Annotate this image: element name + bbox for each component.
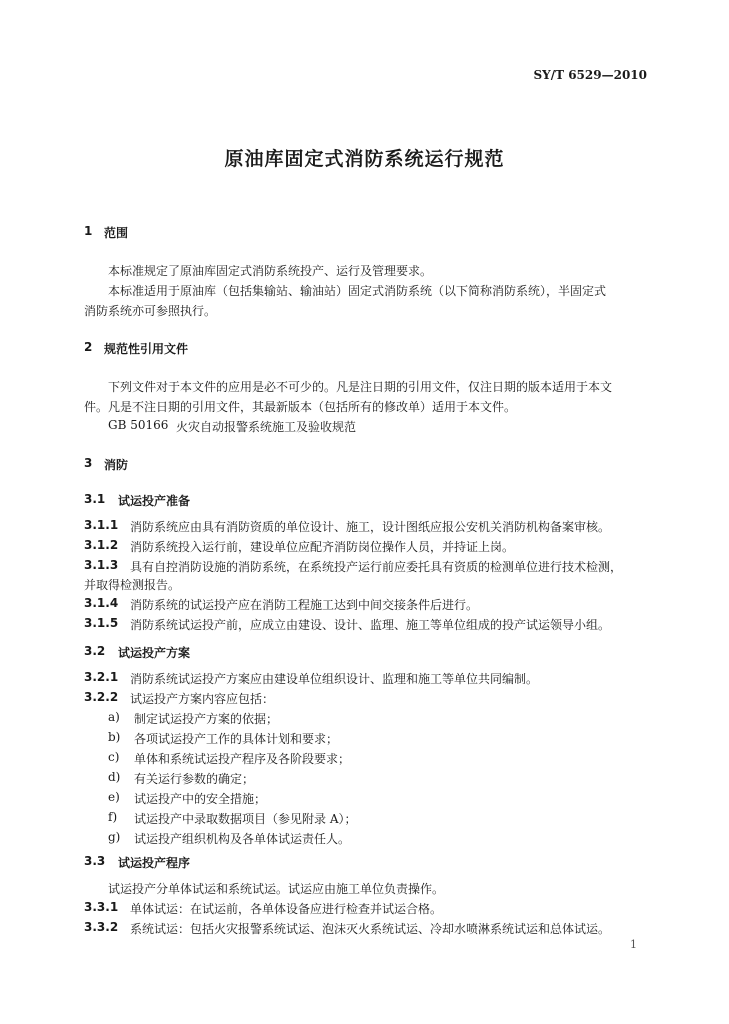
section-1-number: 1 — [84, 224, 93, 238]
clause-3-1-4-number: 3.1.4 — [84, 596, 119, 610]
section-3-number: 3 — [84, 456, 93, 470]
clause-3-3-1-number: 3.3.1 — [84, 900, 119, 914]
clause-3-1-3-line-1: 具有自控消防设施的消防系统，在系统投产运行前应委托具有资质的检测单位进行技术检测， — [130, 560, 623, 574]
list-item-marker: g) — [108, 830, 121, 844]
standard-number: SY/T 6529—2010 — [533, 68, 647, 82]
clause-3-3-2: 系统试运：包括火灾报警系统试运、泡沫灭火系统试运、冷却水喷淋系统试运和总体试运。 — [130, 922, 611, 936]
subsection-3-3-paragraph: 试运投产分单体试运和系统试运。试运应由施工单位负责操作。 — [108, 882, 445, 896]
clause-3-1-4: 消防系统的试运投产应在消防工程施工达到中间交接条件后进行。 — [130, 598, 479, 612]
clause-3-2-1-number: 3.2.1 — [84, 670, 119, 684]
section-1-paragraph-1: 本标准规定了原油库固定式消防系统投产、运行及管理要求。 — [108, 264, 433, 278]
clause-3-1-1-number: 3.1.1 — [84, 518, 119, 532]
list-item-marker: a) — [108, 710, 120, 724]
section-1-paragraph-2-line-1: 本标准适用于原油库（包括集输站、输油站）固定式消防系统（以下简称消防系统），半固定式 — [108, 284, 607, 298]
clause-3-2-1: 消防系统试运投产方案应由建设单位组织设计、监理和施工等单位共同编制。 — [130, 672, 539, 686]
section-1-paragraph-2-line-2: 消防系统亦可参照执行。 — [84, 304, 217, 318]
clause-3-1-2-number: 3.1.2 — [84, 538, 119, 552]
document-title: 原油库固定式消防系统运行规范 — [224, 148, 505, 170]
clause-3-1-3-number: 3.1.3 — [84, 558, 119, 572]
list-item: 单体和系统试运投产程序及各阶段要求； — [134, 752, 351, 766]
clause-3-1-5-number: 3.1.5 — [84, 616, 119, 630]
page-number: 1 — [630, 938, 637, 951]
list-item: 试运投产组织机构及各单体试运责任人。 — [134, 832, 351, 846]
subsection-3-3-number: 3.3 — [84, 854, 106, 868]
subsection-3-2-number: 3.2 — [84, 644, 106, 658]
subsection-3-1-heading: 试运投产准备 — [118, 494, 191, 508]
list-item-marker: e) — [108, 790, 120, 804]
clause-3-1-1: 消防系统应由具有消防资质的单位设计、施工，设计图纸应报公安机关消防机构备案审核。 — [130, 520, 611, 534]
clause-3-1-2: 消防系统投入运行前，建设单位应配齐消防岗位操作人员，并持证上岗。 — [130, 540, 515, 554]
list-item: 有关运行参数的确定； — [134, 772, 255, 786]
clause-3-2-2: 试运投产方案内容应包括： — [130, 692, 275, 706]
section-2-paragraph-line-2: 件。凡是不注日期的引用文件，其最新版本（包括所有的修改单）适用于本文件。 — [84, 400, 517, 414]
list-item-marker: b) — [108, 730, 121, 744]
list-item-marker: c) — [108, 750, 120, 764]
list-item-marker: f) — [108, 810, 118, 824]
list-item: 试运投产中录取数据项目（参见附录 A）； — [134, 812, 357, 826]
list-item: 各项试运投产工作的具体计划和要求； — [134, 732, 339, 746]
section-2-number: 2 — [84, 340, 93, 354]
list-item-marker: d) — [108, 770, 121, 784]
clause-3-3-1: 单体试运：在试运前，各单体设备应进行检查并试运合格。 — [130, 902, 443, 916]
section-3-heading: 消防 — [104, 458, 129, 472]
section-2-paragraph-line-1: 下列文件对于本文件的应用是必不可少的。凡是注日期的引用文件，仅注日期的版本适用于本文 — [108, 380, 613, 394]
section-2-heading: 规范性引用文件 — [104, 342, 189, 356]
section-1-heading: 范围 — [104, 226, 129, 240]
clause-3-3-2-number: 3.3.2 — [84, 920, 119, 934]
reference-code: GB 50166 — [108, 418, 169, 432]
list-item: 制定试运投产方案的依据； — [134, 712, 279, 726]
subsection-3-1-number: 3.1 — [84, 492, 106, 506]
clause-3-1-3-line-2: 并取得检测报告。 — [84, 578, 181, 592]
subsection-3-3-heading: 试运投产程序 — [118, 856, 191, 870]
clause-3-2-2-number: 3.2.2 — [84, 690, 119, 704]
reference-title: 火灾自动报警系统施工及验收规范 — [176, 420, 357, 434]
list-item: 试运投产中的安全措施； — [134, 792, 267, 806]
clause-3-1-5: 消防系统试运投产前，应成立由建设、设计、监理、施工等单位组成的投产试运领导小组。 — [130, 618, 611, 632]
subsection-3-2-heading: 试运投产方案 — [118, 646, 191, 660]
